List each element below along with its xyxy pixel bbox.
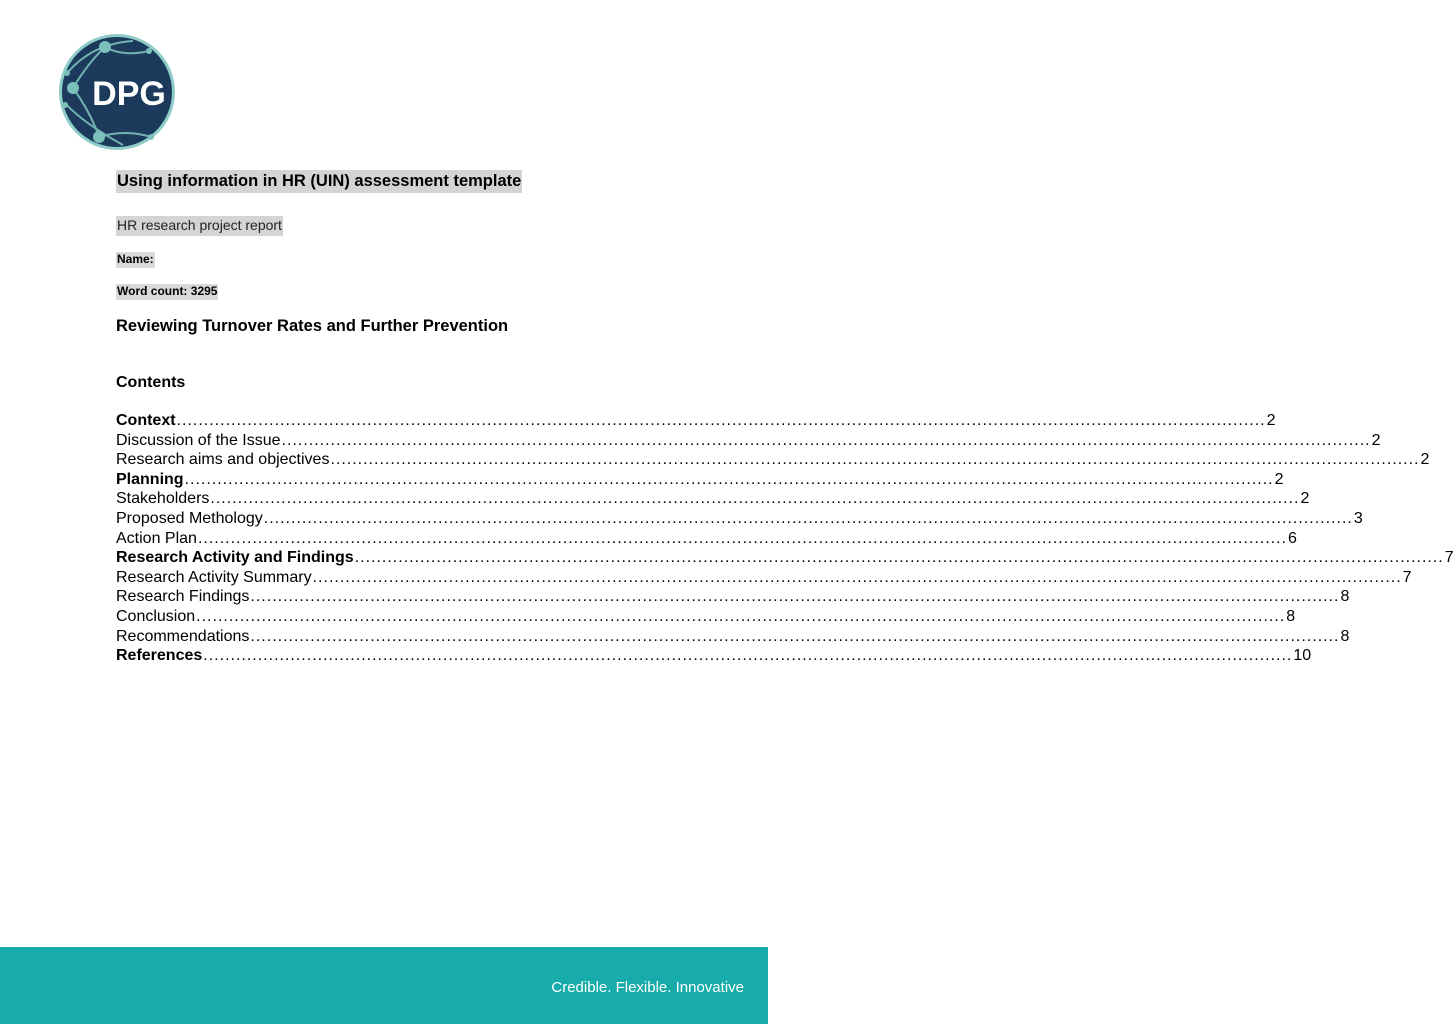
toc-entry-label: Research Activity and Findings: [116, 549, 354, 567]
toc-entry[interactable]: [116, 489, 1310, 509]
toc-entry[interactable]: [116, 587, 1350, 607]
toc-entry[interactable]: [116, 568, 1412, 588]
toc-entry-page-number: 10: [1293, 647, 1312, 665]
toc-entry-page-number: 2: [1371, 431, 1381, 449]
toc-entry-page-number: 7: [1444, 549, 1454, 567]
toc-entry[interactable]: [116, 411, 1276, 431]
toc-entry[interactable]: [116, 607, 1296, 627]
toc-entry[interactable]: [116, 431, 1381, 451]
document-title: Using information in HR (UIN) assessment template: [116, 170, 522, 193]
footer-tagline: Credible. Flexible. Innovative: [551, 979, 744, 996]
table-of-contents: [116, 411, 1454, 666]
toc-entry-page-number: 8: [1286, 607, 1296, 625]
toc-entry-label: References: [116, 647, 203, 665]
toc-entry-page-number: 2: [1420, 451, 1430, 469]
toc-entry-label: Research Findings: [116, 588, 250, 606]
toc-entry-label: Action Plan: [116, 529, 197, 547]
word-count-label: Word count: 3295: [117, 284, 218, 298]
footer-band: [0, 947, 768, 1024]
toc-entry[interactable]: [116, 529, 1297, 549]
toc-dot-leader: ........................................................................................................................................................................................................: [210, 490, 1300, 508]
toc-entry-page-number: 6: [1288, 529, 1297, 547]
toc-entry-label: Context: [116, 412, 176, 429]
toc-entry-label: Discussion of the Issue: [116, 431, 281, 449]
contents-heading: Contents: [116, 374, 186, 391]
dpg-logo-graphic: [53, 33, 181, 151]
toc-entry[interactable]: [116, 509, 1363, 529]
toc-dot-leader: ........................................................................................................................................................................................................: [312, 568, 1402, 586]
toc-dot-leader: ........................................................................................................................................................................................................: [196, 607, 1286, 625]
toc-dot-leader: ........................................................................................................................................................................................................: [203, 647, 1293, 665]
name-field-label: Name:: [117, 252, 154, 266]
toc-dot-leader: ........................................................................................................................................................................................................: [263, 509, 1353, 527]
logo-text: DPG: [92, 75, 166, 113]
toc-entry[interactable]: [116, 627, 1350, 647]
toc-entry-label: Stakeholders: [116, 490, 210, 508]
toc-dot-leader: ........................................................................................................................................................................................................: [184, 470, 1274, 488]
toc-dot-leader: ........................................................................................................................................................................................................: [330, 451, 1420, 469]
toc-dot-leader: ........................................................................................................................................................................................................: [281, 431, 1371, 449]
toc-entry[interactable]: [116, 450, 1430, 470]
toc-entry-label: Planning: [116, 470, 184, 488]
toc-dot-leader: ........................................................................................................................................................................................................: [197, 529, 1287, 547]
toc-entry[interactable]: [116, 548, 1454, 568]
toc-entry-page-number: 3: [1353, 509, 1363, 527]
toc-dot-leader: ........................................................................................................................................................................................................: [250, 588, 1340, 606]
toc-dot-leader: ........................................................................................................................................................................................................: [354, 549, 1444, 567]
dpg-logo: [53, 33, 181, 151]
toc-entry-page-number: 8: [1340, 588, 1350, 606]
toc-entry-page-number: 8: [1340, 627, 1350, 645]
toc-entry-page-number: 2: [1266, 412, 1276, 429]
toc-entry[interactable]: [116, 470, 1284, 490]
document-subtitle: HR research project report: [116, 216, 283, 236]
toc-entry-label: Conclusion: [116, 607, 196, 625]
toc-entry-page-number: 2: [1300, 490, 1310, 508]
toc-entry-page-number: 7: [1402, 568, 1412, 586]
toc-entry[interactable]: [116, 646, 1312, 666]
toc-dot-leader: ........................................................................................................................................................................................................: [250, 627, 1340, 645]
toc-entry-page-number: 2: [1274, 470, 1284, 488]
toc-entry-label: Research Activity Summary: [116, 568, 312, 586]
report-title: Reviewing Turnover Rates and Further Prevention: [116, 317, 509, 335]
toc-entry-label: Research aims and objectives: [116, 451, 330, 469]
toc-dot-leader: ........................................................................................................................................................................................................: [176, 412, 1266, 429]
toc-entry-label: Recommendations: [116, 627, 250, 645]
toc-entry-label: Proposed Methology: [116, 509, 263, 527]
